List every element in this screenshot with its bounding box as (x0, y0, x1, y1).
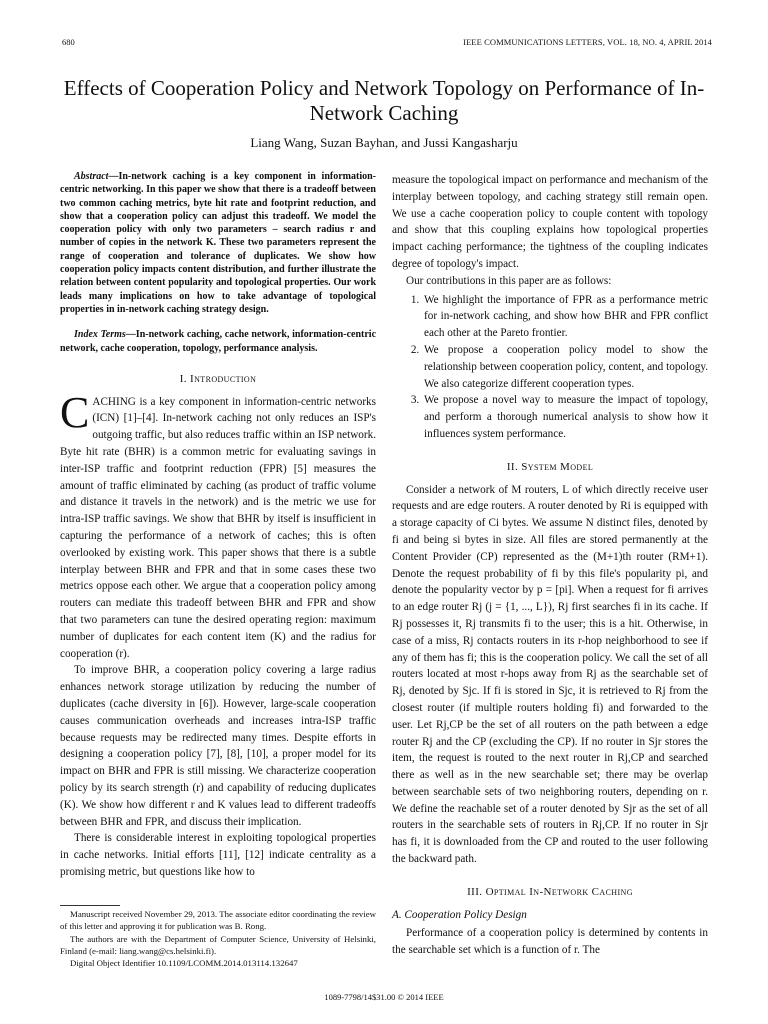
contributions-intro: Our contributions in this paper are as follows: (406, 274, 612, 287)
abstract-label: Abstract (74, 171, 109, 182)
contributions-list (392, 292, 708, 443)
footnote-affiliation: The authors are with the Department of Computer Science, University of Helsinki, Finland (e-mail: liang.wang@cs.helsinki.fi). (60, 933, 376, 956)
list-item: 3. We propose a novel way to measure the impact of topology, and perform a thorough numerical analysis to show how it influences system performance. (422, 392, 708, 442)
drop-cap: C (60, 387, 90, 437)
section-heading-optimal-caching: III. Optimal In-Network Caching (467, 885, 633, 898)
section-heading-system-model: II. System Model (506, 460, 594, 473)
intro-paragraph-4: measure the topological impact on performance and mechanism of the interplay between topology, and caching strategy still remain open. We use a cache cooperation policy to couple content with topology and show that this coupling explains how topological properties impact caching performance; the tightness of the coupling indicates degree of topology's impact. (392, 174, 708, 270)
subsection-heading: A. Cooperation Policy Design (392, 908, 527, 921)
section-heading-introduction: I. Introduction (179, 372, 257, 385)
footnote-rule (60, 905, 120, 906)
index-terms-text: —In-network caching, cache network, information-centric network, cache cooperation, topology, performance analysis. (60, 329, 377, 354)
abstract (60, 170, 376, 316)
left-column (60, 170, 376, 881)
intro-paragraph-1 (60, 387, 376, 663)
footnotes (60, 908, 376, 969)
right-column (392, 172, 708, 959)
list-item: 1. We highlight the importance of FPR as a performance metric for in-network caching, and show how BHR and FPR conflict each other at the Pareto frontier. (422, 292, 708, 342)
journal-header: IEEE COMMUNICATIONS LETTERS, VOL. 18, NO. 4, APRIL 2014 (463, 37, 712, 47)
index-terms (60, 328, 376, 355)
paper-title: Effects of Cooperation Policy and Network Topology on Performance of In-Network Caching (63, 76, 705, 125)
intro-paragraph-2: To improve BHR, a cooperation policy covering a large radius enhances network storage utilization by reducing the number of duplicates (cache diversity in [6]). However, large-scale cooperation causes communication overheads and increases intra-ISP traffic because requests may be redirected many times. Despite efforts in designing a cooperation policy [7], [8], [10], a proper model for its impact on BHR and FPR is still missing. We characterize cooperation policy by its search strength (r) and capability of reducing duplicates (K). We show how different r and K values lead to different tradeoffs between BHR and FPR, and discuss their implication. (60, 664, 376, 828)
intro-paragraph-1-text: ACHING is a key component in information-centric networks (ICN) [1]–[4]. In-network caching not only reduces an ISP's outgoing traffic, but also reduces traffic within an ISP network. Byte hit rate (BHR) is a common metric for evaluating savings in inter-ISP traffic and footprint reduction (FPR) [5] measures the amount of traffic eliminated by caching (as product of traffic volume and distance it travels in the network) and is the metric we use for intra-ISP traffic savings. We show that BHR by itself is insufficient in capturing the performance of a network of caches; this is often overlooked by existing work. This paper shows that there is a subtle interplay between BHR and FPR and that in some cases these two metrics oppose each other. We argue that a cooperation policy among routers can mediate this tradeoff between BHR and FPR and show that two parameters can tune the desired operating region: maximum number of duplicates for each content item (K) and the radius for cooperation (r). (60, 395, 376, 660)
footnote-doi: Digital Object Identifier 10.1109/LCOMM.2014.013114.132647 (70, 958, 298, 969)
page-number: 680 (62, 37, 75, 47)
abstract-text: —In-network caching is a key component in information-centric networking. In this paper we show that there is a tradeoff between two common caching metrics, byte hit rate and footprint reduction, and show that a cooperation policy can adjust this tradeoff. We model the cooperation policy with only two parameters – search radius r and number of copies in the network K. These two parameters represent the range of cooperation and tolerance of duplicates. We show how cooperation policy impacts content distribution, and further illustrate the relation between content popularity and topological properties. Our work leads many implications on how to take advantage of topological properties in in-network caching strategy design. (60, 171, 376, 315)
system-model-paragraph: Consider a network of M routers, L of which directly receive user requests and are edge routers. A router denoted by Ri is equipped with a storage capacity of Ci bytes. We assume N distinct files, denoted by fi and being si bytes in size. All files are stored permanently at the Content Provider (CP) represented as the (M+1)th router (RM+1). Denote the request probability of fi by this file's popularity pi, and denote the popularity vector by p = [pi]. When a request for fi arrives to an edge router Rj (j = {1, ..., L}), Rj first searches fi in its cache. If Rj possesses it, Rj transmits fi to the user; this is a hit. Otherwise, in case of a miss, Rj contacts routers in its r-hop neighborhood to see if any of them has fi; this is the cooperation policy. We call the set of all routers located at most r-hops away from Rj as the searchable set of Rj, denoted by Sjc. If fi is stored in Sjc, it is retrieved to Rj from the closest router (if multiple routers holding fi) and forwarded to the user. Let Rj,CP be the set of all routers on the path between a edge router Rj and the CP (excluding the CP). If no router in Sjr stores the item, the request is routed to the next router in Rj,CP and searched there as well as in the new searchable set; there may be overlap between searchable sets of two neighboring routers, depending on r. We define the reachable set of a router denoted by Sjr as the set of all routers in the searchable sets of routers in Rj,CP. If no router in Sjr has fi, it is downloaded from the CP and routed to the user following the backward path. (392, 483, 708, 866)
paper-authors: Liang Wang, Suzan Bayhan, and Jussi Kangasharju (250, 135, 518, 150)
index-terms-label: Index Terms (74, 329, 126, 341)
copyright-line: 1089-7798/14$31.00 © 2014 IEEE (324, 992, 444, 1002)
list-item: 2. We propose a cooperation policy model to show the relationship between cooperation policy, content, and topology. We also categorize different cooperation types. (422, 342, 708, 392)
cooperation-policy-paragraph: Performance of a cooperation policy is determined by contents in the searchable set which is a function of r. The (392, 927, 708, 957)
footnote-manuscript: Manuscript received November 29, 2013. The associate editor coordinating the review of this letter and approving it for publication was B. Rong. (60, 909, 376, 932)
intro-paragraph-3: There is considerable interest in exploiting topological properties in cache networks. Initial efforts [11], [12] indicate centrality as a promising metric, but questions like how to (60, 832, 376, 878)
